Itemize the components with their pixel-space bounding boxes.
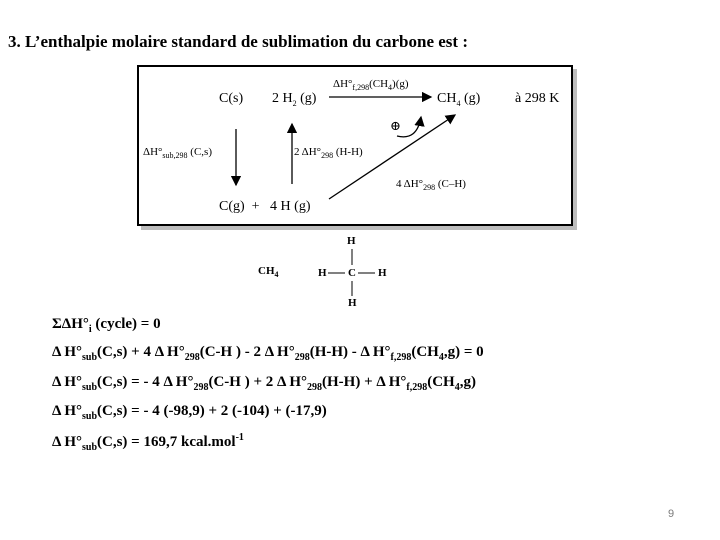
methane-gas-label: $CH_4$ (g) (437, 91, 481, 108)
carbon-center: C (348, 267, 356, 279)
temperature-label: à 298 K (515, 91, 560, 106)
hh-bond-enthalpy-label: 2 $\Delta H^\circ_{298}$ (H-H) (294, 146, 363, 161)
page-number: 9 (668, 508, 675, 520)
cycle-sum-equation: $\Sigma\Delta H^\circ_i$ (cycle) = 0 (52, 316, 161, 335)
plus-sign-icon: ⊕ (390, 118, 401, 133)
equation-line-2: Δ $H^\circ_{sub}(C,s)$ = - 4 Δ $H^\circ_{298}(C-H$ ) + 2 Δ $H^\circ_{298}(H-H) + \Delta$ $H^\circ_{f,298}(CH_4,g)$ (52, 374, 476, 393)
section-title: 3. L’enthalpie molaire standard de sublimation du carbone est : (8, 32, 468, 51)
sublimation-enthalpy-label: $\Delta H^\circ_{sub,298}$ (C,s) (143, 146, 212, 161)
hydrogen-right: H (378, 267, 387, 279)
methane-name: $CH_4$ (258, 265, 279, 280)
equation-line-1: Δ $H^\circ_{sub}(C,s) + 4$ Δ $H^\circ_{298}(C-H$ ) - 2 Δ $H^\circ_{298}(H-H)$ - Δ $H^\circ_{f,298}(CH_4,g) = 0$ (52, 344, 484, 363)
hydrogen-left: H (318, 267, 327, 279)
equation-line-3: Δ $H^\circ_{sub}(C,s)$ = - 4 (-98,9) + 2 (-104) + (-17,9) (52, 403, 327, 422)
hydrogen-top: H (347, 235, 356, 247)
carbon-solid-label: C(s) (219, 91, 244, 106)
hydrogen-gas-label: 2 $H_2$ (g) (272, 91, 317, 108)
equation-line-4-result: Δ $H^\circ_{sub}(C,s) = 169,7$ kcal.mol$^{-1}$ (52, 432, 244, 453)
formation-enthalpy-label: $\Delta H^\circ_{f,298}(CH_4)(g)$ (333, 78, 409, 93)
ch-bond-enthalpy-label: 4 $\Delta H^\circ_{298}$ (C–H) (396, 178, 466, 193)
gaseous-atoms-label: C(g) + 4 H (g) (219, 199, 311, 214)
hydrogen-bottom: H (348, 297, 357, 309)
